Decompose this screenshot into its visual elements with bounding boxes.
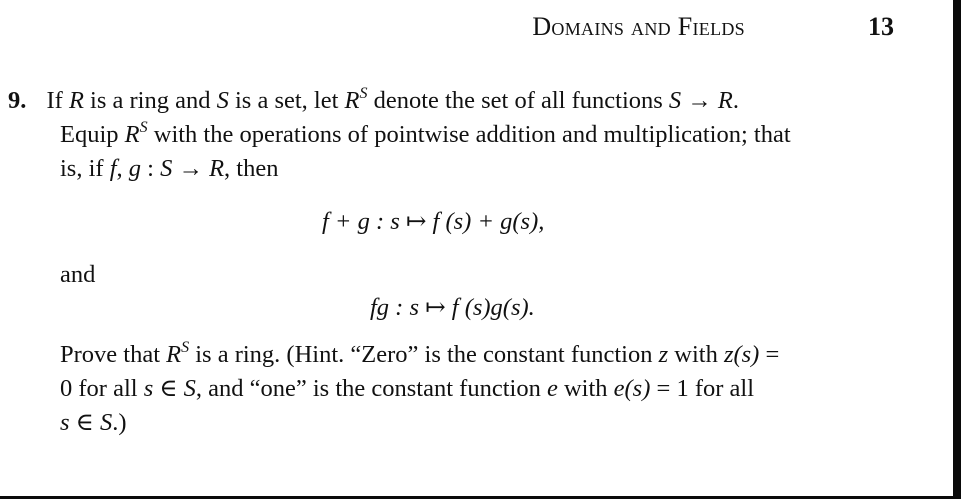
display-equation-product: fg : s ↦ f (s)g(s).: [370, 294, 535, 321]
page-number: 13: [868, 12, 894, 41]
exercise-line-1: 9. If R is a ring and S is a set, let $R^S$ denote the set of all functions S → R.: [8, 85, 739, 114]
exercise-line-5: 0 for all s ∈ S, and “one” is the constant function e with e(s) = 1 for all: [60, 375, 754, 402]
display-equation-sum: f + g : s ↦ f (s) + g(s),: [322, 208, 545, 235]
exercise-number: 9.: [8, 87, 27, 114]
exercise-line-6: s ∈ S.): [60, 409, 127, 436]
page-edge-right: [953, 0, 961, 499]
connector-and: and: [60, 261, 96, 288]
chapter-title: Domains and Fields: [532, 12, 745, 41]
exercise-line-3: is, if f, g : S → R, then: [60, 155, 279, 182]
exercise-line-4: Prove that $R^S$ is a ring. (Hint. “Zero” is the constant function z with z(s) =: [60, 339, 780, 368]
exercise-line-2: Equip $R^S$ with the operations of pointwise addition and multiplication; that: [60, 119, 791, 148]
running-head: [0, 12, 900, 44]
